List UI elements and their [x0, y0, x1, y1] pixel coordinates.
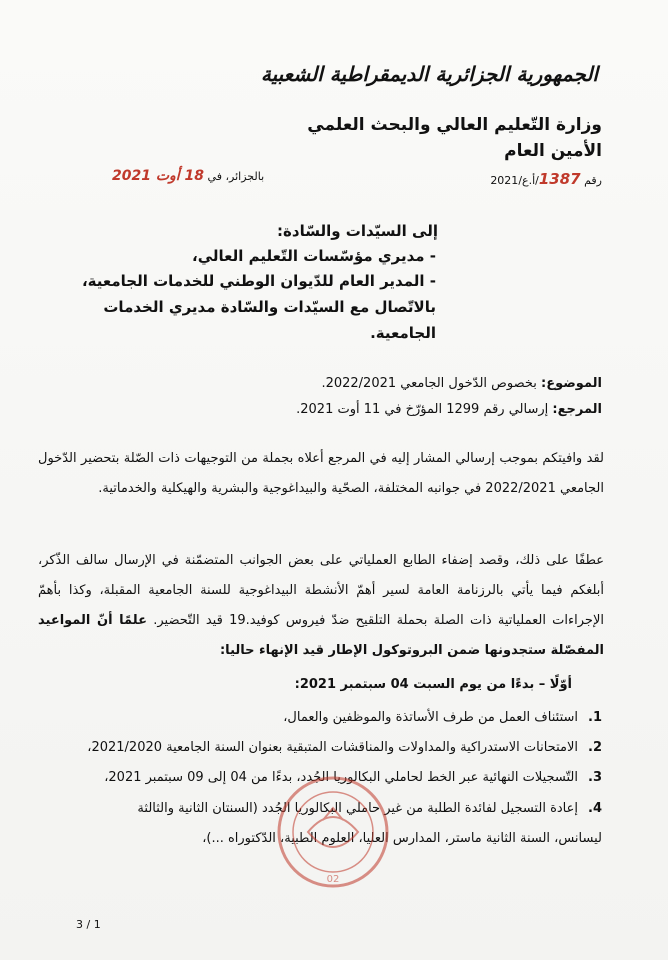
secretary-general: الأمين العام [504, 141, 602, 161]
list-number: 1. [588, 710, 602, 725]
addressee-line: الجامعية. [370, 324, 436, 342]
paragraph-text: عطفًا على ذلك، وقصد إضفاء الطابع العملياتي على بعض الجوانب المتضمّنة في الإرسال سالف الذّكر، أبلغكم فيما يأتي بالرزنامة العامة لسير أهمّ الأنشطة البيداغوجية للسنة الجامعية المقبلة، وكذا بأهمّ الإجراءات العملياتية ذات الصلة بحملة التلقيح ضدّ فيروس كوفيد.19 قيد التّحضير. [38, 553, 604, 628]
addressee-line: - مديري مؤسّسات التّعليم العالي، [192, 247, 436, 265]
reference-prefix: رقم [584, 174, 602, 187]
list-number: 4. [588, 801, 602, 816]
page-number: 3 / 1 [76, 918, 101, 931]
reference-number [490, 170, 602, 188]
place-date [112, 168, 264, 184]
list-text: الامتحانات الاستدراكية والمداولات والمناقشات المتبقية بعنوان السنة الجامعية 2021/2020، [87, 740, 578, 755]
reference-label: المرجع: [552, 402, 602, 417]
list-text: التّسجيلات النهائية عبر الخط لحاملي البكالوريا الجُدد، بدءًا من 04 إلى 09 سبتمبر 2021، [104, 770, 578, 785]
reference-line [296, 402, 602, 417]
reference-handwritten-number: 1387 [538, 170, 581, 188]
list-item [42, 710, 602, 725]
subject-text: بخصوص الدّخول الجامعي 2022/2021. [321, 376, 537, 391]
section-heading: أوّلًا – بدءًا من يوم السبت 04 سبتمبر 2021: [294, 677, 572, 692]
handwritten-date: 18 أوت 2021 [112, 168, 205, 184]
stamp-number: 02 [326, 874, 340, 885]
reference-suffix: /أ.ع/2021 [490, 174, 539, 187]
body-paragraph: لقد وافيتكم بموجب إرسالي المشار إليه في المرجع أعلاه بجملة من التوجيهات ذات الصّلة بتحضير الدّخول الجامعي 2022/2021 في جوانبه المختلفة، الصحّية والبيداغوجية والبشرية والهيكلية والخدماتية. [38, 451, 604, 496]
addressees-title: إلى السيّدات والسّادة: [277, 222, 438, 240]
list-text: إعادة التسجيل لفائدة الطلبة من غير حاملي البكالوريا الجُدد (السنتان الثانية والثالثة [137, 801, 578, 816]
paragraph-emphasis: علمًا أنّ المواعيد المفصّلة ستجدونها ضمن البروتوكول الإطار قيد الإنهاء حاليا: [38, 613, 604, 658]
list-text: استئناف العمل من طرف الأساتذة والموظفين والعمال، [283, 710, 578, 725]
list-number: 2. [588, 740, 602, 755]
official-stamp [268, 770, 398, 920]
list-number: 3. [588, 770, 602, 785]
reference-text: إرسالي رقم 1299 المؤرّخ في 11 أوت 2021. [296, 402, 549, 417]
list-text: ليسانس، السنة الثانية ماستر، المدارس العليا، العلوم الطبية، الدّكتوراه ...)، [202, 831, 602, 846]
place-label: بالجزائر، في [207, 170, 265, 183]
subject-line [321, 376, 602, 391]
addressee-line: - المدير العام للدّيوان الوطني للخدمات الجامعية، [81, 272, 436, 290]
body-paragraph [38, 546, 604, 666]
list-item [42, 740, 602, 755]
subject-label: الموضوع: [541, 376, 602, 391]
republic-header: الجمهورية الجزائرية الديمقراطية الشعبية [260, 62, 598, 86]
addressee-line: بالاتّصال مع السيّدات والسّادة مديري الخدمات [103, 298, 436, 316]
ministry-name: وزارة التّعليم العالي والبحث العلمي [307, 115, 602, 135]
